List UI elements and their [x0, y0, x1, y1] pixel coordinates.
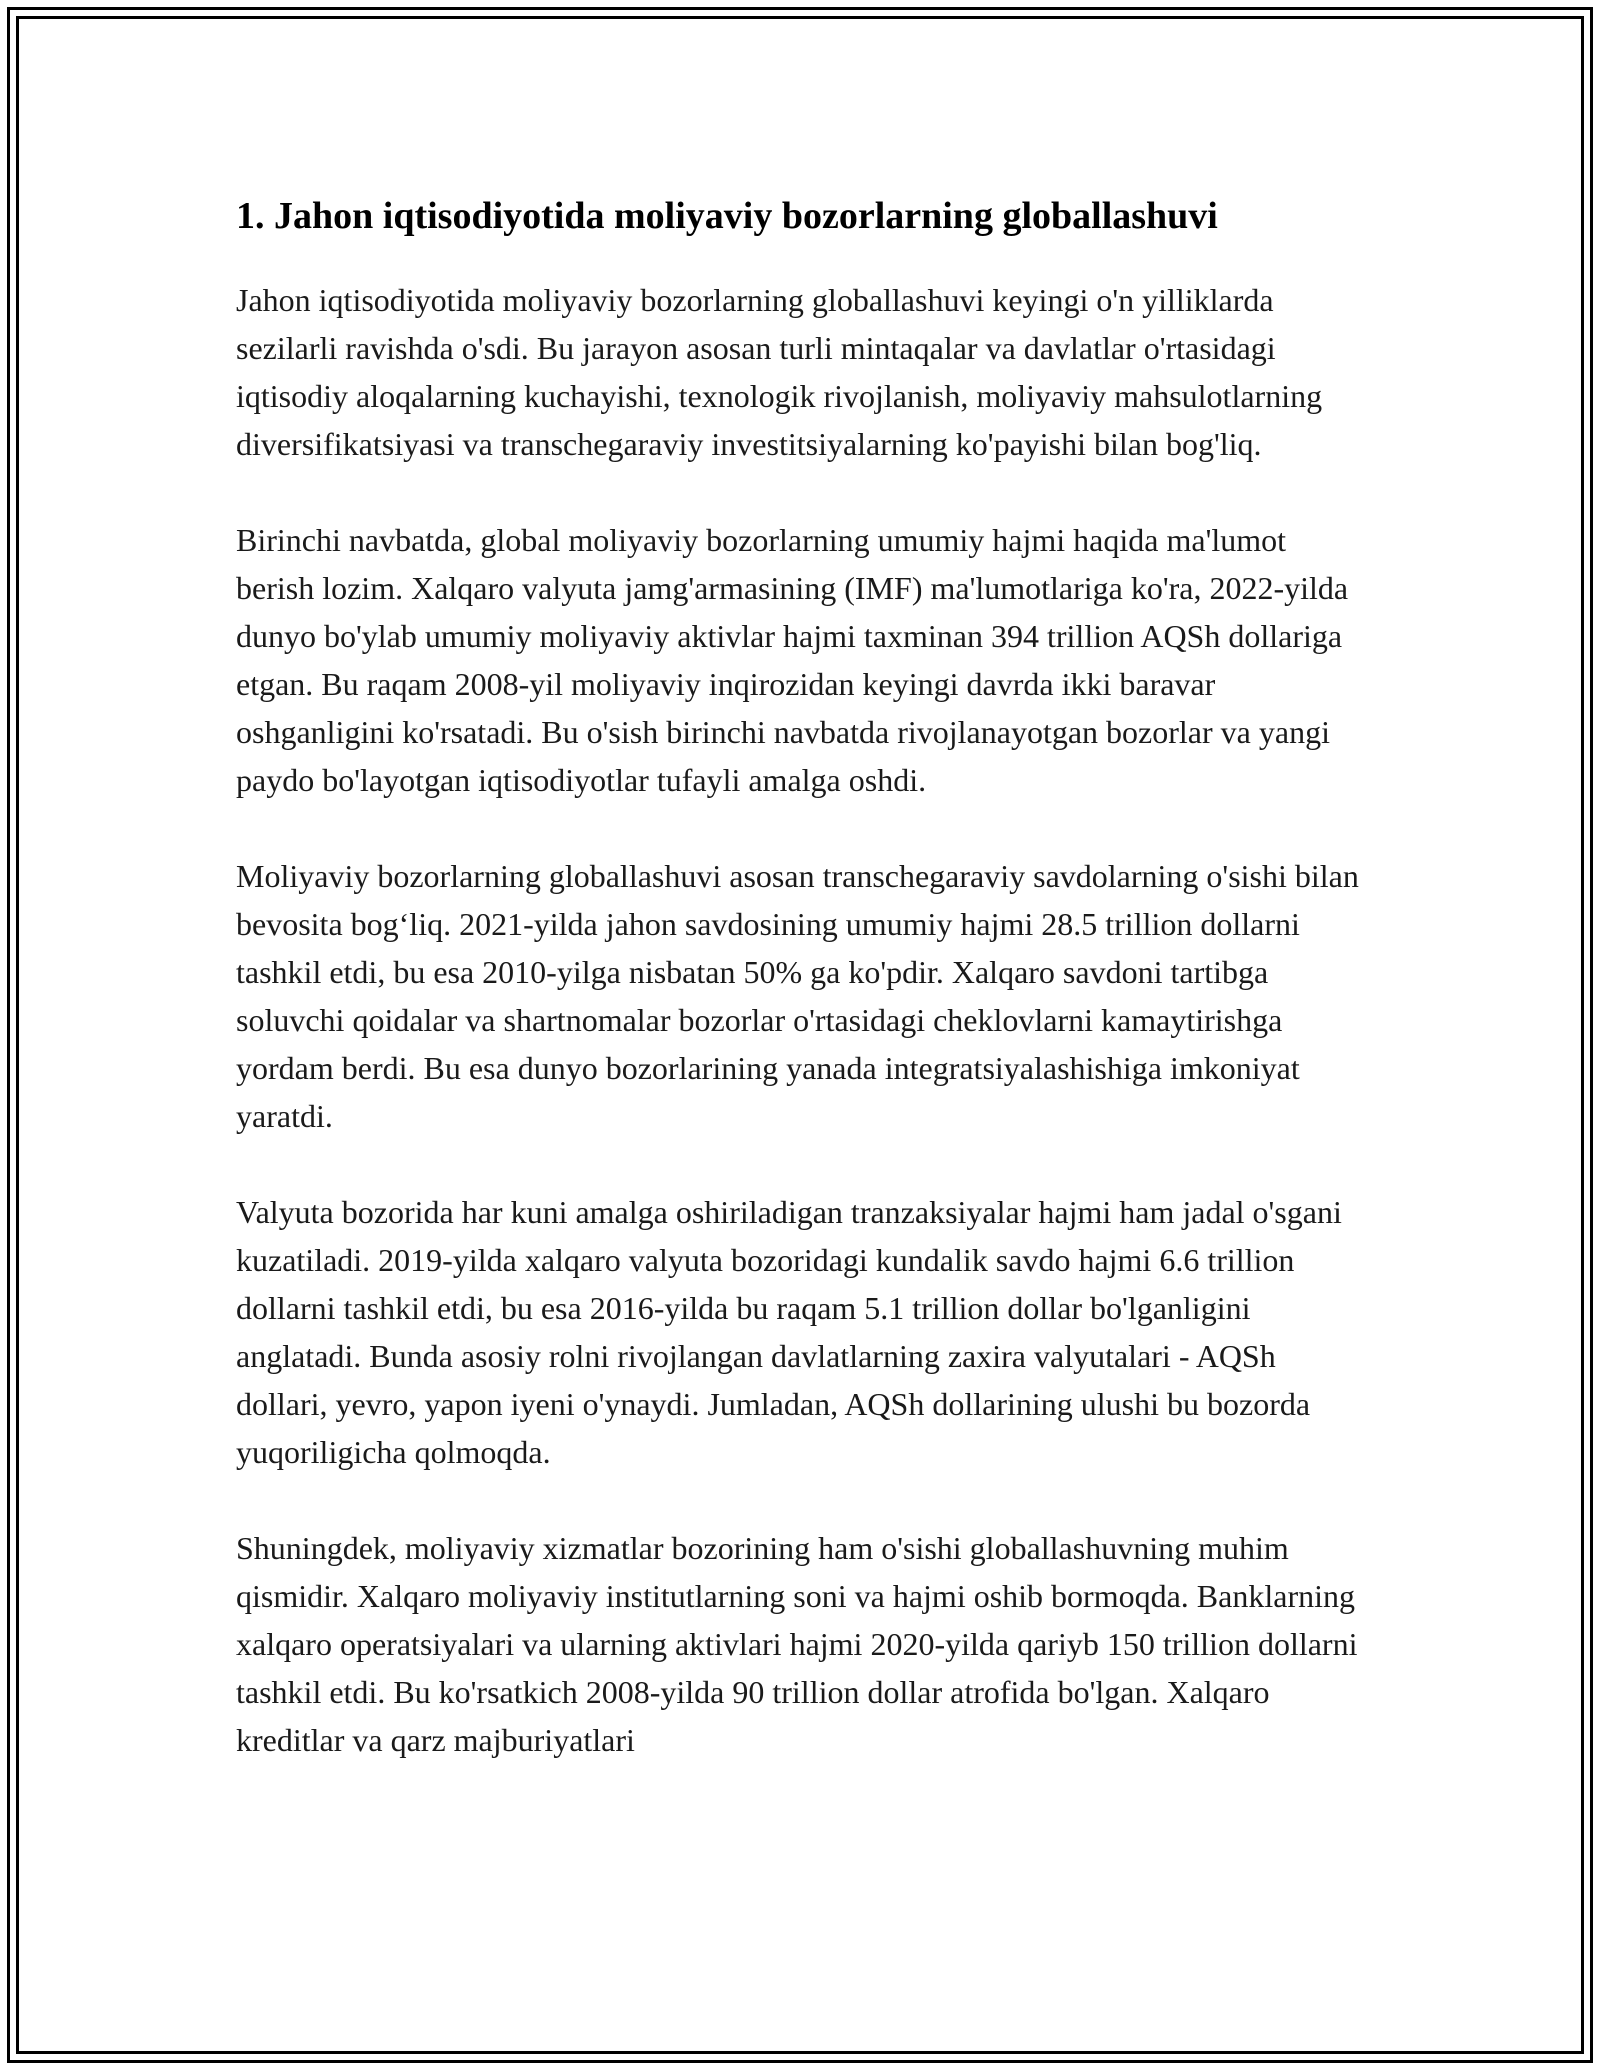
- paragraph-3: Moliyaviy bozorlarning globallashuvi asosan transchegaraviy savdolarning o'sishi bilan bevosita bog‘liq. 2021-yilda jahon savdosining umumiy hajmi 28.5 trillion dollarni tashkil etdi, bu esa 2010-yilga nisbatan 50% ga ko'pdir. Xalqaro savdoni tartibga soluvchi qoidalar va shartnomalar bozorlar o'rtasidagi cheklovlarni kamaytirishga yordam berdi. Bu esa dunyo bozorlarining yanada integratsiyalashishiga imkoniyat yaratdi.: [236, 858, 1359, 1134]
- paragraph-5: Shuningdek, moliyaviy xizmatlar bozorining ham o'sishi globallashuvning muhim qismidir. Xalqaro moliyaviy institutlarning soni va hajmi oshib bormoqda. Banklarning xalqaro operatsiyalari va ularning aktivlari hajmi 2020-yilda qariyb 150 trillion dollarni tashkil etdi. Bu ko'rsatkich 2008-yilda 90 trillion dollar atrofida bo'lgan. Xalqaro kreditlar va qarz majburiyatlari: [236, 1530, 1358, 1758]
- document-body: [236, 184, 1366, 1812]
- section-title: 1. Jahon iqtisodiyotida moliyaviy bozorlarning globallashuvi: [236, 195, 1218, 237]
- paragraph-1: Jahon iqtisodiyotida moliyaviy bozorlarning globallashuvi keyingi o'n yilliklarda sezilarli ravishda o'sdi. Bu jarayon asosan turli mintaqalar va davlatlar o'rtasidagi iqtisodiy aloqalarning kuchayishi, texnologik rivojlanish, moliyaviy mahsulotlarning diversifikatsiyasi va transchegaraviy investitsiyalarning ko'payishi bilan bog'liq.: [236, 282, 1323, 462]
- paragraph-4: Valyuta bozorida har kuni amalga oshiriladigan tranzaksiyalar hajmi ham jadal o'sgani kuzatiladi. 2019-yilda xalqaro valyuta bozoridagi kundalik savdo hajmi 6.6 trillion dollarni tashkil etdi, bu esa 2016-yilda bu raqam 5.1 trillion dollar bo'lganligini anglatadi. Bunda asosiy rolni rivojlangan davlatlarning zaxira valyutalari - AQSh dollari, yevro, yapon iyeni o'ynaydi. Jumladan, AQSh dollarining ulushi bu bozorda yuqoriligicha qolmoqda.: [236, 1194, 1342, 1470]
- paragraph-2: Birinchi navbatda, global moliyaviy bozorlarning umumiy hajmi haqida ma'lumot berish lozim. Xalqaro valyuta jamg'armasining (IMF) ma'lumotlariga ko'ra, 2022-yilda dunyo bo'ylab umumiy moliyaviy aktivlar hajmi taxminan 394 trillion AQSh dollariga etgan. Bu raqam 2008-yil moliyaviy inqirozidan keyingi davrda ikki baravar oshganligini ko'rsatadi. Bu o'sish birinchi navbatda rivojlanayotgan bozorlar va yangi paydo bo'layotgan iqtisodiyotlar tufayli amalga oshdi.: [236, 522, 1349, 798]
